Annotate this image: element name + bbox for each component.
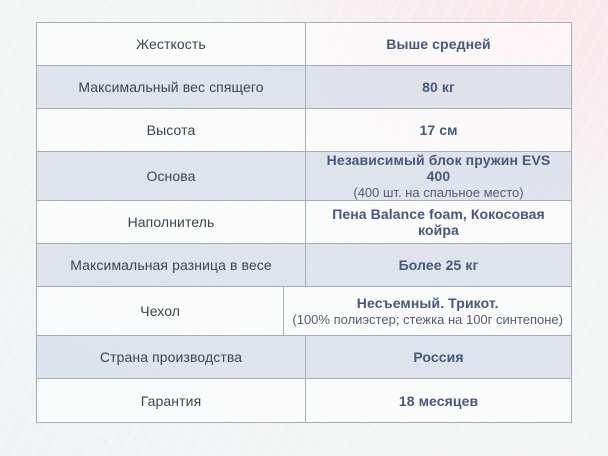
spec-value-cell <box>306 244 571 286</box>
spec-row <box>37 244 571 287</box>
spec-value: 17 см <box>419 122 458 138</box>
spec-label: Чехол <box>37 287 284 335</box>
spec-row <box>37 201 571 244</box>
spec-label: Максимальный вес спящего <box>37 66 306 108</box>
spec-value-cell <box>306 379 571 422</box>
spec-table <box>36 22 572 423</box>
spec-value: 80 кг <box>422 79 455 95</box>
spec-row <box>37 287 571 336</box>
spec-row <box>37 152 571 201</box>
spec-value: Пена Balance foam, Кокосовая койра <box>332 206 545 238</box>
spec-value-cell <box>306 336 571 378</box>
spec-value-cell <box>284 287 571 335</box>
spec-row <box>37 336 571 379</box>
spec-row <box>37 23 571 66</box>
spec-label: Основа <box>37 152 306 200</box>
spec-value: Выше средней <box>386 36 491 52</box>
spec-value-cell <box>306 201 571 243</box>
spec-value: Россия <box>413 349 464 365</box>
spec-value: Независимый блок пружин EVS 400 <box>326 152 551 184</box>
spec-label: Максимальная разница в весе <box>37 244 306 286</box>
spec-value: Несъемный. Трикот. <box>356 295 499 311</box>
spec-value-note: (400 шт. на спальное место) <box>353 185 524 200</box>
spec-label: Гарантия <box>37 379 306 422</box>
spec-value-cell <box>306 152 571 200</box>
spec-label: Жесткость <box>37 23 306 65</box>
spec-value: Более 25 кг <box>398 257 479 273</box>
spec-value-cell <box>306 66 571 108</box>
spec-label: Наполнитель <box>37 201 306 243</box>
spec-value: 18 месяцев <box>398 392 479 409</box>
spec-value-cell <box>306 109 571 151</box>
spec-row <box>37 66 571 109</box>
spec-row <box>37 109 571 152</box>
spec-label: Высота <box>37 109 306 151</box>
spec-label: Страна производства <box>37 336 306 378</box>
spec-value-cell <box>306 23 571 65</box>
spec-value-note: (100% полиэстер; стежка на 100г синтепоне) <box>292 312 563 327</box>
spec-row <box>37 379 571 422</box>
